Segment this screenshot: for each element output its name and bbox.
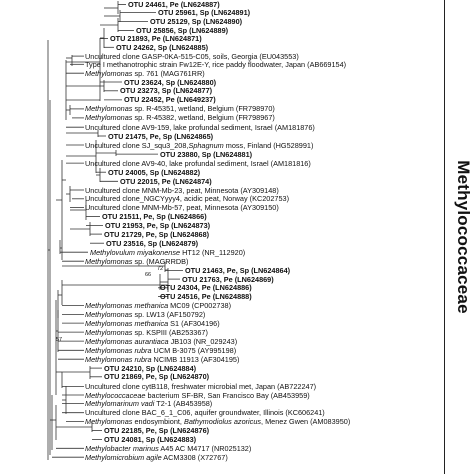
tip-label-sp: Methylomonas	[85, 309, 133, 319]
tip-label-acc: (LN624868)	[170, 229, 210, 239]
tip-label-acc: (HG528991)	[273, 140, 314, 150]
tip-label	[124, 95, 216, 104]
tip-label-acc: (LN624870)	[170, 372, 210, 382]
tip-label	[85, 399, 212, 408]
tip-label-d: Uncultured clone AV9-40, lake profundal sediment, Israel	[85, 158, 269, 168]
tip-label-acc: (LN649237)	[176, 95, 216, 105]
tip-label-acc: (LN624879)	[159, 238, 199, 248]
tip-label-r: bacterium SF-BR, San Francisco Bay	[145, 390, 269, 400]
tip-label-sp: Sphagnum	[188, 140, 224, 150]
tip-label-d: Uncultured clone GASP-0KA-515-C05, soils, Georgia	[85, 51, 258, 61]
tip-label-acc: (AM181876)	[274, 122, 315, 132]
tip-label-acc: (AB253367)	[168, 327, 208, 337]
tip-label-acc: (LN624869)	[234, 274, 274, 284]
tip-label-sp: Methylovulum miyakonense	[90, 247, 181, 257]
tip-label-d: OTU 23880, Sp	[160, 149, 212, 159]
tip-label-acc: (AY995198)	[197, 345, 237, 355]
tip-label	[160, 292, 252, 301]
tip-label	[85, 337, 237, 346]
tip-label-acc: (X72767)	[197, 452, 228, 462]
tip-label-acc: (LN624889)	[189, 25, 229, 35]
tip-label-acc: (AY309148)	[240, 185, 279, 195]
tip-label-sp: Methylomonas	[85, 68, 133, 78]
tip-label-r: sp.	[132, 256, 145, 266]
tip-label-d: OTU 23273, Sp	[120, 86, 172, 96]
tip-label-r: A45	[158, 443, 174, 453]
tip-label	[85, 328, 208, 337]
tip-label-r: sp. LW13	[132, 309, 165, 319]
support-value: 57	[56, 337, 63, 343]
tip-label-acc: (AY309150)	[240, 203, 279, 212]
tip-label-acc: (LN624881)	[213, 149, 253, 159]
tip-label-d: OTU 25129, Sp	[150, 16, 202, 26]
tip-label-sp: Methylomonas	[85, 113, 133, 123]
tip-label-r: S1	[168, 318, 180, 328]
tip-label-r: sp. 761	[132, 68, 159, 78]
tip-label-r: UCM B-3075	[151, 345, 196, 355]
tip-label-acc: (AF304196)	[181, 318, 220, 328]
tip-label-sp: Methylomonas	[85, 327, 133, 337]
tip-label	[85, 141, 313, 150]
tip-label-d: OTU 24081, Sp	[104, 435, 156, 445]
tip-label	[85, 453, 228, 462]
tip-label	[85, 301, 231, 310]
tip-label	[85, 113, 275, 122]
tip-label-d: Uncultured clone MNM-Mb-57, peat, Minnesota	[85, 203, 239, 212]
tip-label	[85, 346, 236, 355]
tip-label	[85, 69, 205, 78]
tip-label	[120, 177, 212, 186]
tip-label-acc: (LN624888)	[212, 291, 252, 301]
tip-label	[150, 17, 242, 26]
tip-label-acc: (LN624866)	[167, 212, 207, 222]
tip-label-r: MC09	[168, 301, 190, 311]
tip-label-acc: (LN624890)	[203, 16, 243, 26]
tip-label-sp: Methylococcaceae	[85, 390, 146, 400]
tip-label	[85, 444, 251, 453]
tip-label-acc: (AM181816)	[270, 158, 311, 168]
tip-label	[85, 310, 205, 319]
tip-label-acc: (CP002738)	[191, 301, 232, 311]
tip-label	[124, 78, 216, 87]
tip-label-d: OTU 22185, Pe, Sp	[104, 425, 169, 435]
tip-label-d: Uncultured clone MNM-Mb-23, peat, Minnesota	[85, 185, 239, 195]
tip-label-acc: (AF304195)	[200, 354, 240, 364]
tip-label-acc: (LN624871)	[162, 34, 202, 44]
tip-label-acc: (LN624887)	[180, 0, 220, 9]
tip-label	[85, 319, 220, 328]
tip-label	[85, 417, 350, 426]
tip-label-acc: AC M4717 (NR025132)	[175, 443, 252, 453]
support-value: 72	[157, 266, 164, 272]
tip-label-d: Uncultured clone BAC_6_1_C06, aquifer groundwater, Illinois	[85, 408, 284, 418]
tip-label	[104, 426, 209, 435]
tip-label	[85, 60, 346, 69]
tip-label	[120, 86, 212, 95]
tip-label	[85, 194, 289, 203]
tip-label-r: endosymbiont,	[132, 417, 184, 427]
tip-label	[85, 186, 279, 195]
tip-label-d: OTU 23516, Sp	[106, 238, 158, 248]
tip-label-acc: (KC202753)	[249, 194, 290, 204]
tip-label	[104, 230, 209, 239]
tip-label-d: OTU 21763, Pe	[182, 274, 233, 284]
tip-label-d: OTU 24262, Sp	[116, 42, 168, 52]
tip-label-r: ACM3308	[161, 452, 196, 462]
tip-label-sp: Methylomonas methanica	[85, 301, 169, 311]
tip-label-sp2: Bathymodiolus azoricus	[183, 417, 262, 427]
tip-label-d: OTU 21869, Pe, Sp	[104, 372, 169, 382]
tip-label	[105, 221, 210, 230]
tip-label-d: Type I methanotrophic strain Fw12E-Y, rice paddy floodwater, Japan	[85, 59, 306, 69]
tip-label	[85, 257, 188, 266]
tip-label	[85, 408, 325, 417]
tip-label-acc: (MAG761RR)	[160, 68, 205, 78]
tip-label-acc: (LN624873)	[171, 220, 211, 230]
tip-label-d: OTU 21475, Pe, Sp	[108, 131, 173, 141]
tip-label	[104, 372, 209, 381]
tip-label	[85, 203, 279, 212]
tip-label-sp: Methylomonas	[85, 104, 133, 114]
family-label: Methylococcaceae	[454, 160, 473, 314]
tip-label-acc: (LN624864)	[251, 266, 291, 275]
tip-label-acc: (NR_029243)	[193, 336, 238, 346]
tip-label-acc: (LN624882)	[161, 167, 201, 177]
tip-label-r: NCIMB 11913	[151, 354, 199, 364]
tip-label-d: OTU 25856, Sp	[136, 25, 188, 35]
tip-label-acc: (AM083950)	[310, 417, 351, 427]
tip-label	[85, 123, 315, 132]
tip-label	[104, 435, 196, 444]
tip-label-r: sp. R-45351, wetland, Belgium	[132, 104, 234, 114]
tip-label-acc: (AF150792)	[166, 309, 206, 319]
tip-label-acc: (LN624884)	[157, 363, 197, 373]
tip-label-acc: (LN624876)	[170, 425, 210, 435]
tip-label-r: sp. KSPIII	[132, 327, 167, 337]
tip-label-acc: (LN624883)	[157, 435, 197, 445]
tip-label-r: moss, Finland	[223, 140, 272, 150]
tip-label-d: Uncultured clone AV9-159, lake profundal sediment, Israel	[85, 122, 273, 132]
tip-label	[158, 8, 250, 17]
tip-label-d: OTU 22452, Pe	[124, 95, 175, 105]
tip-label-sp: Methylomicrobium agile	[85, 452, 162, 462]
tip-label-d: Uncultured clone_NGCYyyy4, acidic peat, Norway	[85, 194, 248, 204]
tip-label-acc: (LN624891)	[211, 8, 251, 17]
tip-label-sp: Methylomonas rubra	[85, 345, 152, 355]
tip-label-sp: Methylomonas aurantiaca	[85, 336, 169, 346]
tip-label	[108, 168, 200, 177]
tip-label	[90, 248, 245, 257]
tip-label-d: OTU 21953, Pe, Sp	[105, 220, 170, 230]
tip-label-d: OTU 21729, Pe, Sp	[104, 229, 169, 239]
tip-label-sp: Methylomarinum vadi	[85, 399, 155, 408]
tip-label	[85, 159, 311, 168]
tip-label-d: Uncultured clone cytB118, freshwater microbial met, Japan	[85, 381, 276, 391]
tip-label	[102, 212, 207, 221]
tip-label-acc: (KC606241)	[285, 408, 325, 418]
tip-label-acc: (LN624865)	[174, 131, 214, 141]
tip-label	[104, 364, 196, 373]
tip-label	[160, 150, 252, 159]
tip-label-acc: (AB722247)	[277, 381, 317, 391]
tip-label-d: OTU 23624, Sp	[124, 77, 176, 87]
tip-label-d: OTU 21893, Pe	[110, 34, 161, 44]
tip-label-sp: Methylomonas methanica	[85, 318, 169, 328]
tip-label-acc: (LN624885)	[169, 42, 209, 52]
tip-label-r: sp. R-45382, wetland, Belgium	[132, 113, 234, 123]
tip-label	[85, 355, 239, 364]
tip-label-acc: (NR_112920)	[201, 247, 246, 257]
tip-label	[182, 275, 274, 284]
tip-label-r: T2-1	[154, 399, 172, 408]
tip-label	[110, 34, 202, 43]
tip-label-d: OTU 24210, Sp	[104, 363, 156, 373]
tip-label-sp: Methylomonas	[85, 256, 133, 266]
tip-label-acc: (LN624874)	[172, 176, 212, 186]
tip-label-acc: (AB669154)	[307, 59, 347, 69]
tip-label-d: OTU 25961, Sp	[158, 8, 210, 17]
tip-label-acc: (AB453958)	[173, 399, 213, 408]
tip-label-acc: (MAGRRDB)	[146, 256, 189, 266]
tip-label-d: OTU 22015, Pe	[120, 176, 171, 186]
tip-label	[85, 104, 275, 113]
tip-label-d: OTU 21463, Pe, Sp	[185, 266, 250, 275]
tip-label-acc: (LN624877)	[173, 86, 213, 96]
tip-label-d: OTU 24461, Pe	[128, 0, 179, 9]
tip-label-r: HT12	[180, 247, 200, 257]
tip-label-d: Uncultured clone SJ_squ3_208,	[85, 140, 189, 150]
tip-label-d: OTU 24304, Pe	[160, 283, 211, 293]
tip-label-acc: (LN624880)	[177, 77, 217, 87]
tip-label-acc: (FR798967)	[235, 113, 275, 123]
tip-label-sp: Methylobacter marinus	[85, 443, 159, 453]
tip-label-d: OTU 24005, Sp	[108, 167, 160, 177]
tip-label-acc: (FR798970)	[235, 104, 275, 114]
tip-label-acc: (AB453959)	[270, 390, 310, 400]
tip-label-r: JB103	[168, 336, 192, 346]
tip-label-sp: Methylomonas rubra	[85, 354, 152, 364]
tip-label-acc: (EU043553)	[259, 51, 299, 61]
support-value: 66	[145, 272, 152, 278]
tip-label-acc: (LN624886)	[212, 283, 252, 293]
tip-label-d: OTU 21511, Pe, Sp	[102, 212, 166, 222]
tip-label	[106, 239, 198, 248]
family-bracket-line	[444, 0, 445, 474]
tip-label-d: OTU 24516, Pe	[160, 291, 211, 301]
tip-label	[116, 43, 208, 52]
tip-label-sp: Methylomonas	[85, 417, 133, 427]
tip-label-r2: , Menez Gwen	[261, 417, 309, 427]
tip-label	[108, 132, 213, 141]
